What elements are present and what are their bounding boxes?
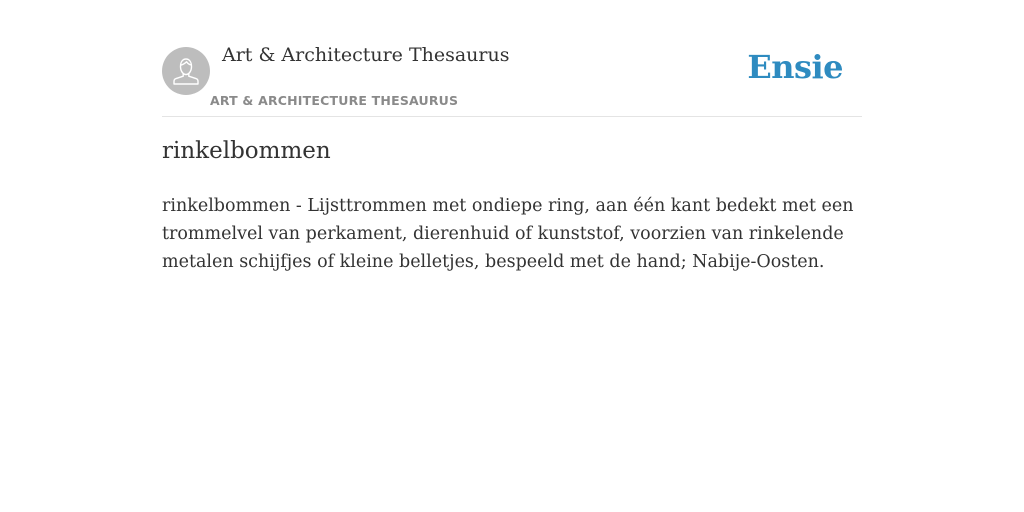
entry-term: rinkelbommen — [162, 138, 331, 164]
source-subtitle: ART & ARCHITECTURE THESAURUS — [210, 93, 459, 108]
header — [162, 0, 862, 117]
user-icon — [162, 47, 210, 95]
entry-definition: rinkelbommen - Lijsttrommen met ondiepe ring, aan één kant bedekt met een trommelvel van perkament, dierenhuid of kunststof, voorzien van rinkelende metalen schijfjes of kleine belletjes, bespeeld met de hand; Nabije-Oosten. — [162, 196, 854, 272]
avatar[interactable] — [162, 47, 210, 95]
ensie-logo[interactable]: Ensie — [747, 48, 843, 86]
source-title-link[interactable]: Art & Architecture Thesaurus — [222, 44, 510, 66]
